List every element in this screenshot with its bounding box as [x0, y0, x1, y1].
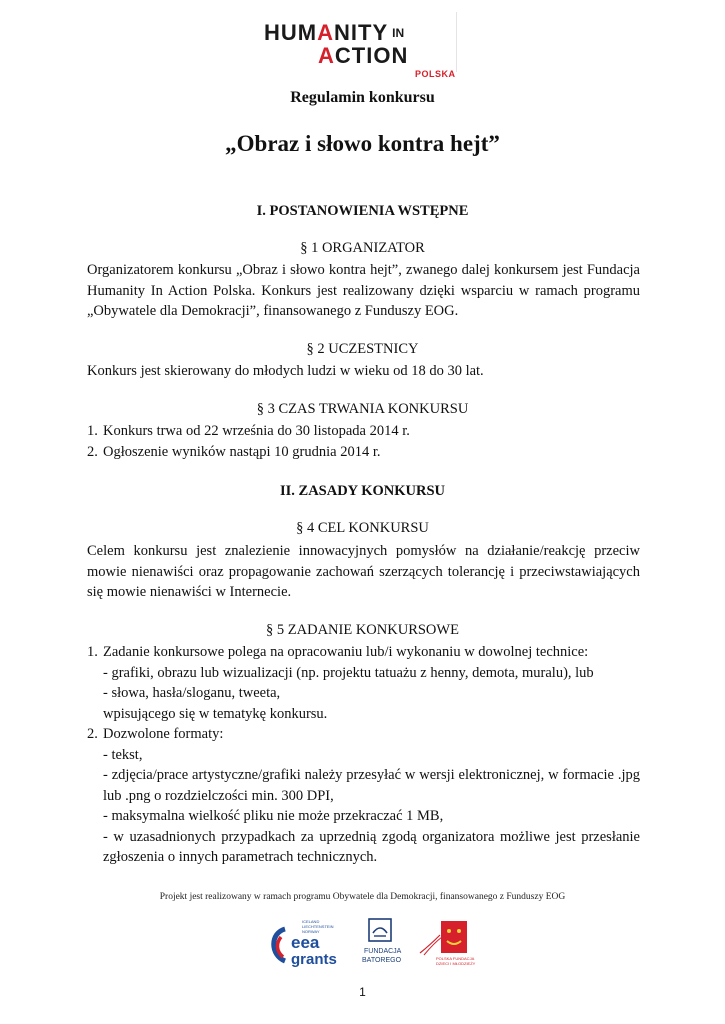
- logo-line-2: ACTION: [318, 43, 409, 68]
- logo-divider: [456, 12, 457, 72]
- document-heading: Regulamin konkursu: [290, 89, 435, 106]
- section-heading-1: I. POSTANOWIENIA WSTĘPNE: [256, 203, 469, 219]
- paragraph-4-text: Celem konkursu jest znalezienie innowacyjnych pomysłów na działanie/reakcję przeciw mowie nienawiści oraz propagowanie zachowań szerzących tolerancję i przeciwstawiających się mowie nienawiści w Internecie.: [87, 543, 640, 600]
- footer-note: Projekt jest realizowany w ramach programu Obywatele dla Demokracji, finansowanego z Funduszy EOG: [159, 892, 566, 902]
- paragraph-3-heading: § 3 CZAS TRWANIA KONKURSU: [256, 401, 469, 417]
- logo-subtitle: POLSKA: [415, 69, 456, 79]
- paragraph-2-text: Konkurs jest skierowany do młodych ludzi w wieku od 18 do 30 lat.: [87, 363, 484, 379]
- paragraph-3-list: [87, 421, 640, 462]
- fundacja-batorego-logo: [362, 919, 402, 964]
- paragraph-5-heading: § 5 ZADANIE KONKURSOWE: [266, 622, 459, 638]
- eea-small-2: LIECHTENSTEIN: [302, 924, 334, 929]
- list-item: 1. Zadanie konkursowe polega na opracowaniu lub/i wykonaniu w dowolnej technice:: [87, 644, 589, 660]
- paragraph-1-heading: § 1 ORGANIZATOR: [300, 240, 425, 256]
- grants-word: grants: [291, 951, 337, 968]
- list-subitem: - słowa, hasła/sloganu, tweeta,: [103, 685, 281, 701]
- list-item: 1. Konkurs trwa od 22 września do 30 listopada 2014 r.: [87, 423, 410, 439]
- pafw-logo: [420, 921, 476, 966]
- batory-line-1: FUNDACJA: [364, 948, 402, 955]
- document-title: „Obraz i słowo kontra hejt”: [225, 131, 500, 156]
- paragraph-2-heading: § 2 UCZESTNICY: [306, 341, 419, 357]
- list-subitem: wpisującego się w tematykę konkursu.: [103, 705, 328, 722]
- eea-small-3: NORWAY: [302, 929, 320, 934]
- paragraph-1-text: Organizatorem konkursu „Obraz i słowo kontra hejt”, zwanego dalej konkursem jest Fundacja Humanity In Action Polska. Konkurs jest realizowany dzięki wsparciu w ramach programu „Obywatele dla Demokracji”, finansowanego z Funduszy EOG.: [87, 262, 640, 319]
- section-heading-2: II. ZASADY KONKURSU: [279, 483, 446, 499]
- sponsor-logos: [0, 915, 725, 975]
- batory-line-2: BATOREGO: [362, 957, 402, 964]
- list-subitem: - tekst,: [103, 746, 143, 763]
- list-subitem: - maksymalna wielkość pliku nie może przekraczać 1 MB,: [103, 808, 444, 824]
- eea-grants-logo: [274, 919, 337, 968]
- list-subitem: - zdjęcia/prace artystyczne/grafiki należy przesyłać w wersji elektronicznej, w formacie .jpg lub .png o rozdzielczości min. 300 DPI,: [103, 767, 640, 804]
- eea-small-1: ICELAND: [302, 919, 320, 924]
- humanity-in-action-logo: [264, 20, 464, 79]
- list-item: 2. Ogłoszenie wyników nastąpi 10 grudnia 2014 r.: [87, 443, 381, 460]
- logo-line-1: HUMANITY IN: [264, 20, 405, 45]
- paragraph-5-list: [87, 642, 640, 868]
- page-number: 1: [359, 985, 366, 999]
- pafw-line-2: DZIECI I MŁODZIEŻY: [436, 961, 476, 966]
- eea-word: eea: [291, 933, 320, 952]
- list-subitem: - w uzasadnionych przypadkach za uprzednią zgodą organizatora możliwe jest przesłanie zgłoszenia o innych parametrach technicznych.: [103, 828, 640, 865]
- list-subitem: - grafiki, obrazu lub wizualizacji (np. projektu tatuażu z henny, demota, muralu), lub: [103, 664, 594, 681]
- paragraph-4-heading: § 4 CEL KONKURSU: [296, 520, 429, 536]
- list-item: 2. Dozwolone formaty:: [87, 726, 224, 742]
- pafw-line-1: POLSKA FUNDACJA: [436, 956, 475, 961]
